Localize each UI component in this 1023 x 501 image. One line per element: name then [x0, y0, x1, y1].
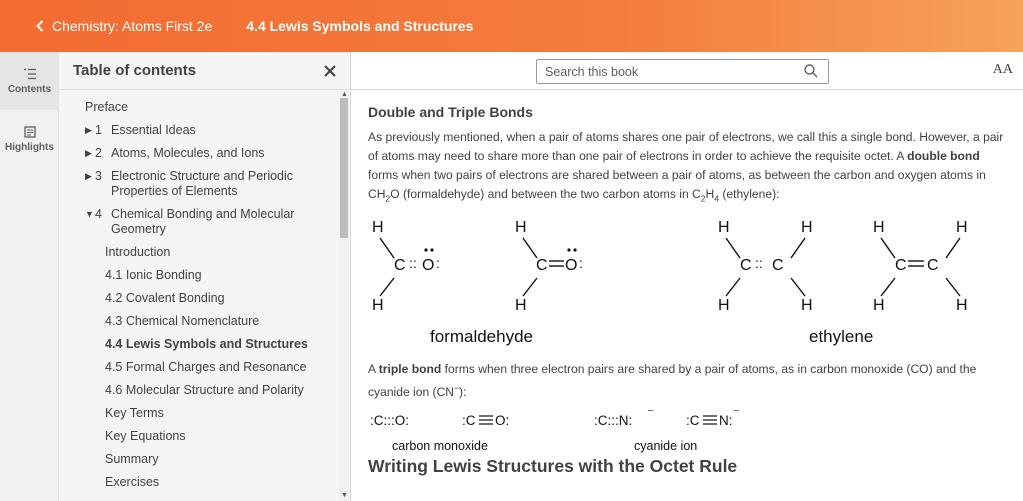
search-bar — [351, 52, 1023, 90]
toc-subitem[interactable]: 4.3 Chemical Nomenclature — [105, 314, 260, 328]
toc-item-label: Preface — [85, 100, 129, 114]
text: forms when three electron pairs are shared by a pair of atoms, as in carbon monoxide (CO) and the cyanide ion (CN — [368, 362, 977, 400]
svg-text::: : — [579, 255, 583, 272]
triple-bond-diagram — [368, 410, 1008, 454]
toc-title: Table of contents — [73, 62, 197, 79]
toc-subitem[interactable]: 4.6 Molecular Structure and Polarity — [105, 383, 304, 397]
svg-text:H: H — [718, 219, 730, 237]
scroll-down-icon[interactable]: ▼ — [341, 492, 348, 499]
search-input[interactable] — [537, 60, 787, 83]
toc-item-preface[interactable] — [59, 100, 339, 115]
scroll-up-icon[interactable]: ▲ — [341, 91, 348, 98]
svg-text::C:::N:: :C:::N: — [594, 413, 633, 429]
top-bar — [0, 0, 1023, 52]
toc-subitem[interactable]: 4.5 Formal Charges and Resonance — [105, 360, 307, 374]
section-title: 4.4 Lewis Symbols and Structures — [246, 18, 474, 34]
svg-text:O: O — [565, 257, 578, 275]
book-title[interactable]: Chemistry: Atoms First 2e — [52, 18, 213, 34]
toc-chapter-label: Essential Ideas — [111, 123, 196, 137]
text: forms when two pairs of electrons are shared between a pair of atoms, as between the carbon and oxygen atoms in CH — [368, 168, 986, 201]
subscript: 2 — [700, 193, 706, 204]
text-size-button[interactable]: AA — [992, 62, 1013, 77]
svg-text:C: C — [394, 257, 406, 275]
toc-chapter-label: Electronic Structure and Periodic Properties of Elements — [111, 169, 294, 198]
svg-text:H: H — [515, 297, 527, 315]
list-icon — [23, 68, 37, 80]
toc-scrollbar[interactable] — [339, 90, 349, 501]
toc-header — [59, 52, 350, 90]
caption-ethylene: ethylene — [809, 327, 874, 347]
search-icon[interactable] — [804, 64, 818, 78]
svg-text:H: H — [956, 297, 968, 315]
text: H — [705, 187, 715, 201]
side-rail — [0, 52, 59, 501]
toc-chapter-label: Atoms, Molecules, and Ions — [111, 146, 265, 160]
svg-text:C: C — [927, 257, 939, 275]
toc-subitem[interactable]: Key Equations — [105, 429, 186, 443]
caret-right-icon: ▶ — [85, 148, 92, 158]
highlight-icon — [24, 126, 36, 138]
toc-chapter-label: Chemical Bonding and Molecular Geometry — [111, 207, 295, 236]
svg-text::C: :C — [462, 413, 476, 429]
svg-text::: : — [436, 255, 440, 272]
svg-text::C:::O:: :C:::O: — [370, 413, 410, 429]
toc-subitem[interactable]: 4.1 Ionic Bonding — [105, 268, 202, 282]
svg-text:O: O — [422, 257, 435, 275]
svg-text:N:: N: — [719, 413, 733, 429]
article — [368, 104, 1008, 477]
term-double-bond: double bond — [907, 149, 980, 163]
svg-text:H: H — [801, 219, 813, 237]
superscript: − — [454, 383, 460, 394]
paragraph-triple-bond — [368, 360, 1008, 402]
back-to-book-link[interactable] — [36, 18, 212, 34]
term-triple-bond: triple bond — [378, 362, 442, 377]
subscript: 4 — [714, 193, 719, 204]
main-content — [351, 52, 1023, 501]
chevron-left-icon — [36, 20, 44, 32]
toc-chapter-3[interactable] — [59, 169, 339, 199]
svg-text:::: :: — [755, 255, 763, 272]
toc-subitem[interactable]: Key Terms — [105, 406, 164, 420]
svg-text:H: H — [372, 219, 384, 237]
svg-text:H: H — [873, 297, 885, 315]
toc-chapter-num: 4 — [95, 207, 102, 221]
toc-chapter-num: 1 — [95, 123, 102, 137]
subscript: 2 — [385, 193, 391, 204]
svg-text:H: H — [956, 219, 968, 237]
svg-text:O:: O: — [495, 413, 510, 429]
search-box[interactable] — [536, 59, 829, 84]
scrollbar-thumb[interactable] — [340, 98, 348, 238]
svg-text:C: C — [895, 257, 907, 275]
svg-text:::: :: — [409, 255, 417, 272]
text: O (formaldehyde) and between the two carbon atoms in C — [390, 187, 701, 201]
svg-text:C: C — [536, 257, 548, 275]
lewis-structures-diagram — [368, 218, 1008, 350]
caption-formaldehyde: formaldehyde — [430, 327, 534, 347]
text: As previously mentioned, when a pair of atoms shares one pair of electrons, we call this a single bond. However, a pair of atoms may need to share more than one pair of electrons in order to achieve the requisite octet. A — [368, 130, 1004, 163]
toc-chapter-num: 2 — [95, 146, 102, 160]
caption-carbon-monoxide: carbon monoxide — [392, 439, 488, 454]
section-heading: Double and Triple Bonds — [368, 104, 533, 120]
text: A — [368, 362, 379, 377]
svg-text::C: :C — [686, 413, 700, 429]
caret-right-icon: ▶ — [85, 125, 92, 135]
text: ): — [459, 385, 467, 400]
toc-chapter-2[interactable] — [59, 146, 339, 161]
section-heading-2: Writing Lewis Structures with the Octet Rule — [368, 456, 738, 477]
toc-subitem[interactable]: Summary — [105, 452, 159, 466]
toc-chapter-1[interactable] — [59, 123, 339, 138]
highlights-button[interactable] — [0, 110, 59, 168]
svg-text:H: H — [801, 297, 813, 315]
toc-subitem-current[interactable]: 4.4 Lewis Symbols and Structures — [105, 337, 308, 351]
svg-text:H: H — [718, 297, 730, 315]
caret-down-icon: ▼ — [85, 209, 94, 219]
svg-text:C: C — [740, 257, 752, 275]
triple-bond-figure — [368, 410, 1008, 452]
svg-text:H: H — [873, 219, 885, 237]
close-icon[interactable] — [324, 65, 336, 77]
toc-subitem[interactable]: Introduction — [105, 245, 171, 259]
highlights-label: Highlights — [5, 141, 54, 153]
paragraph-double-bond — [368, 128, 1008, 208]
toc-subitem[interactable]: Exercises — [105, 475, 160, 489]
svg-text:H: H — [515, 219, 527, 237]
double-bond-figure — [368, 218, 1008, 350]
contents-label: Contents — [7, 83, 52, 95]
caption-cyanide-ion: cyanide ion — [634, 439, 698, 454]
svg-text:H: H — [372, 297, 384, 315]
caret-right-icon: ▶ — [85, 171, 92, 181]
text: (ethylene): — [718, 187, 780, 201]
toc-chapter-4[interactable] — [59, 207, 339, 237]
svg-text:C: C — [772, 257, 784, 275]
contents-button[interactable] — [0, 52, 59, 110]
toc-chapter-num: 3 — [95, 169, 102, 183]
toc-subitem[interactable]: 4.2 Covalent Bonding — [105, 291, 225, 305]
toc-list — [59, 90, 339, 501]
toc-panel — [59, 52, 351, 501]
